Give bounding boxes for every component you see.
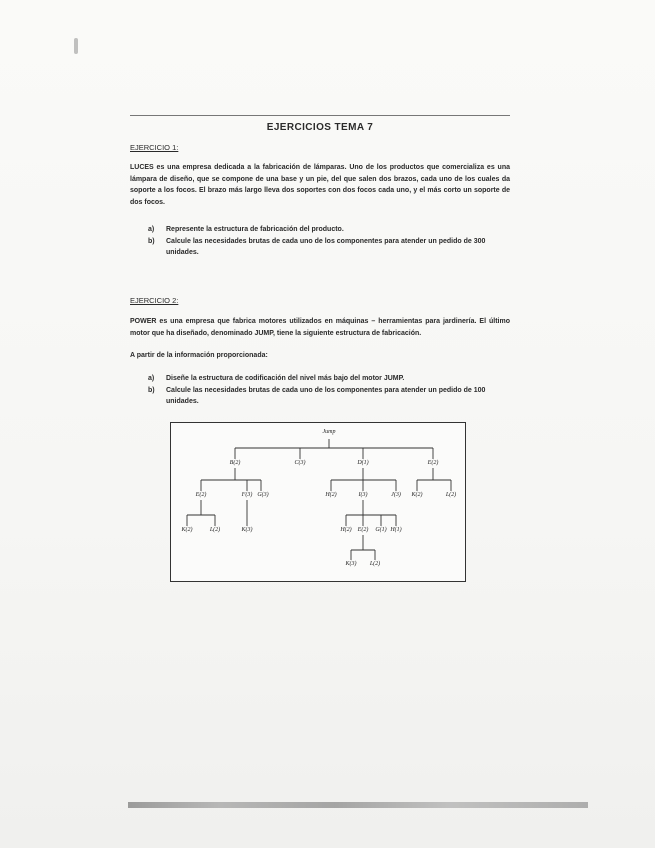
list-marker: b) bbox=[148, 386, 155, 394]
node-e-under-b: E(2) bbox=[195, 492, 207, 498]
list-item bbox=[148, 373, 510, 385]
list-item-text: Calcule las necesidades brutas de cada uno de los componentes para atender un pedido de 300 unidades. bbox=[166, 237, 486, 256]
header-rule bbox=[130, 115, 510, 116]
node-l-under-e: L(2) bbox=[369, 561, 381, 567]
list-item bbox=[148, 385, 510, 408]
node-k-under-e: K(3) bbox=[345, 561, 357, 567]
node-h2-under-i: H(1) bbox=[390, 527, 402, 533]
scan-mark bbox=[74, 38, 78, 54]
node-f: F(3) bbox=[241, 492, 253, 498]
node-h: H(2) bbox=[325, 492, 337, 498]
ejercicio-2-heading: EJERCICIO 2: bbox=[130, 296, 179, 305]
node-e: E(2) bbox=[427, 460, 439, 466]
ejercicio-1-heading: EJERCICIO 1: bbox=[130, 143, 179, 152]
list-item bbox=[148, 224, 510, 236]
list-item-text: Represente la estructura de fabricación del producto. bbox=[166, 226, 344, 233]
node-h-under-i: H(2) bbox=[340, 527, 352, 533]
ejercicio-2-paragraph: POWER es una empresa que fabrica motores utilizados en máquinas – herramientas para jardinería. El último motor que ha diseñado, denominado JUMP, tiene la siguiente estructura de fabricación. bbox=[130, 318, 510, 337]
ejercicio-1-list bbox=[148, 224, 510, 259]
node-b: B(2) bbox=[229, 460, 241, 466]
node-l: L(2) bbox=[445, 492, 457, 498]
node-g: G(3) bbox=[257, 492, 269, 498]
node-k: K(2) bbox=[181, 527, 193, 533]
node-k-under-f: K(3) bbox=[241, 527, 253, 533]
node-k: K(2) bbox=[411, 492, 423, 498]
node-c: C(3) bbox=[294, 460, 306, 466]
list-item bbox=[148, 236, 510, 259]
node-i: I(3) bbox=[358, 492, 368, 498]
node-d: D(1) bbox=[357, 460, 369, 466]
ejercicio-1-paragraph: LUCES es una empresa dedicada a la fabricación de lámparas. Uno de los productos que comercializa es una lámpara de diseño, que se compone de una base y un pie, del que salen dos brazos, cada uno de los cuales da soporte a los focos. El brazo más largo lleva dos soportes con dos focos cada uno, y el más corto un soporte de dos focos. bbox=[130, 164, 510, 206]
product-structure-diagram bbox=[170, 422, 466, 582]
list-item-text: Calcule las necesidades brutas de cada uno de los componentes para atender un pedido de 100 unidades. bbox=[166, 386, 486, 405]
list-marker: a) bbox=[148, 375, 155, 382]
list-marker: a) bbox=[148, 226, 155, 233]
node-jump: Jump bbox=[322, 429, 336, 435]
node-g-under-i: G(1) bbox=[375, 527, 387, 533]
node-e-under-i: E(2) bbox=[357, 527, 369, 533]
ejercicio-2-intro: A partir de la información proporcionada: bbox=[130, 352, 268, 359]
tree-connectors bbox=[171, 423, 464, 580]
page-title: EJERCICIOS TEMA 7 bbox=[266, 122, 374, 133]
node-l: L(2) bbox=[209, 527, 221, 533]
list-marker: b) bbox=[148, 237, 155, 245]
ejercicio-2-list bbox=[148, 373, 510, 408]
scan-bottom-edge bbox=[128, 802, 588, 808]
list-item-text: Diseñe la estructura de codificación del nivel más bajo del motor JUMP. bbox=[166, 375, 405, 382]
node-j: J(3) bbox=[391, 492, 401, 498]
